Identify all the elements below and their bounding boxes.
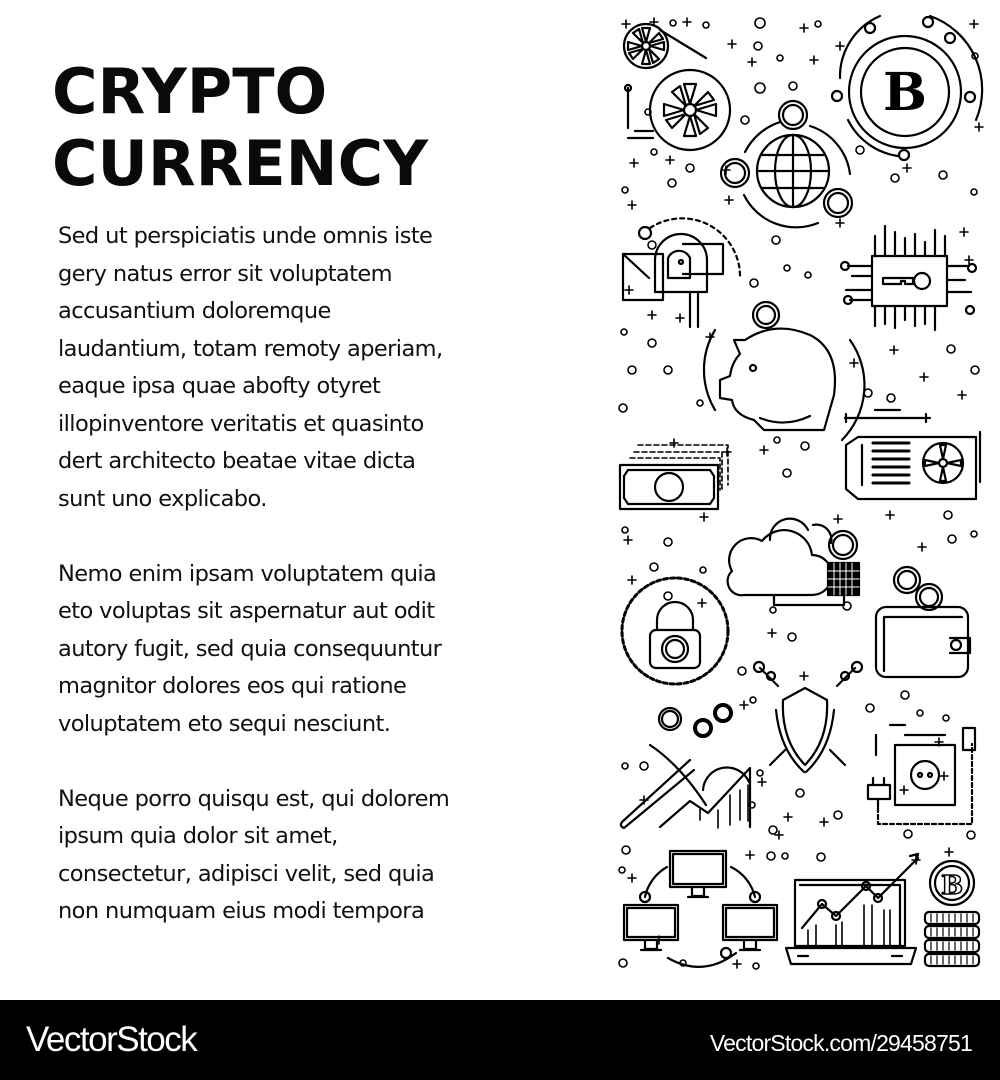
wallet-icon <box>876 567 970 677</box>
banknote-icon <box>620 445 728 509</box>
text-line: autory fugit, sed quia consequuntur <box>58 635 442 662</box>
text-line: sunt uno explicabo. <box>58 485 267 512</box>
text-line: Neque porro quisqu est, qui dolorem <box>58 785 450 812</box>
text-line: Nemo enim ipsam voluptatem quia <box>58 560 437 587</box>
title-line-1: CRYPTO <box>52 55 328 128</box>
title-line-2: CURRENCY <box>52 127 428 200</box>
piggy-bank-icon <box>704 302 864 440</box>
power-socket-icon <box>868 725 975 824</box>
text-line: magnitor dolores eos qui ratione <box>58 673 407 699</box>
paragraph-3 <box>58 781 538 931</box>
text-line: accusantium doloremque <box>58 298 331 324</box>
graphics-card-icon <box>845 410 980 499</box>
shield-swords-icon <box>754 662 862 772</box>
cloud-storage-icon <box>728 519 859 605</box>
padlock-chain-icon <box>622 578 728 684</box>
key-chip-icon <box>841 226 976 330</box>
mining-fan-icon <box>624 24 730 150</box>
sparkle-crosses-decoration <box>622 18 983 968</box>
image-reference-link: VectorStock.com/29458751 <box>709 1030 972 1056</box>
pickaxe-mining-icon <box>621 745 750 828</box>
text-line: illopinventore veritatis et quasinto <box>58 410 424 437</box>
svg-text:B: B <box>883 62 927 123</box>
crypto-icon-collage <box>612 10 988 975</box>
mailbox-icon <box>623 218 740 327</box>
text-line: eaque ipsa quae abofty otyret <box>58 373 381 399</box>
text-line: Sed ut perspiciatis unde omnis iste <box>58 223 433 249</box>
text-line: laudantium, totam remoty aperiam, <box>58 335 443 362</box>
text-line: dert architecto beatae vitae dicta <box>58 448 416 474</box>
paragraph-1 <box>58 218 538 518</box>
paragraph-2 <box>58 556 538 744</box>
computer-network-icon <box>624 851 777 967</box>
coin-stack-icon <box>925 861 979 966</box>
text-line: voluptatem eto sequi nesciunt. <box>58 710 391 737</box>
text-line: ipsum quia dolor sit amet, <box>58 823 338 849</box>
bitcoin-coin-icon <box>832 16 982 160</box>
vectorstock-logo: VectorStock <box>26 1020 197 1059</box>
body-text <box>58 218 538 968</box>
text-line: consectetur, adipisci velit, sed quia <box>58 860 435 887</box>
text-line: eto voluptas sit aspernatur aut odit <box>58 598 435 624</box>
rings-decoration <box>659 705 731 736</box>
text-line: gery natus error sit voluptatem <box>58 260 392 287</box>
svg-text:B: B <box>941 871 963 901</box>
watermark-footer <box>0 1000 1000 1080</box>
text-line: non numquam eius modi tempora <box>58 898 425 924</box>
page-title <box>52 56 428 200</box>
laptop-chart-icon <box>786 854 918 964</box>
